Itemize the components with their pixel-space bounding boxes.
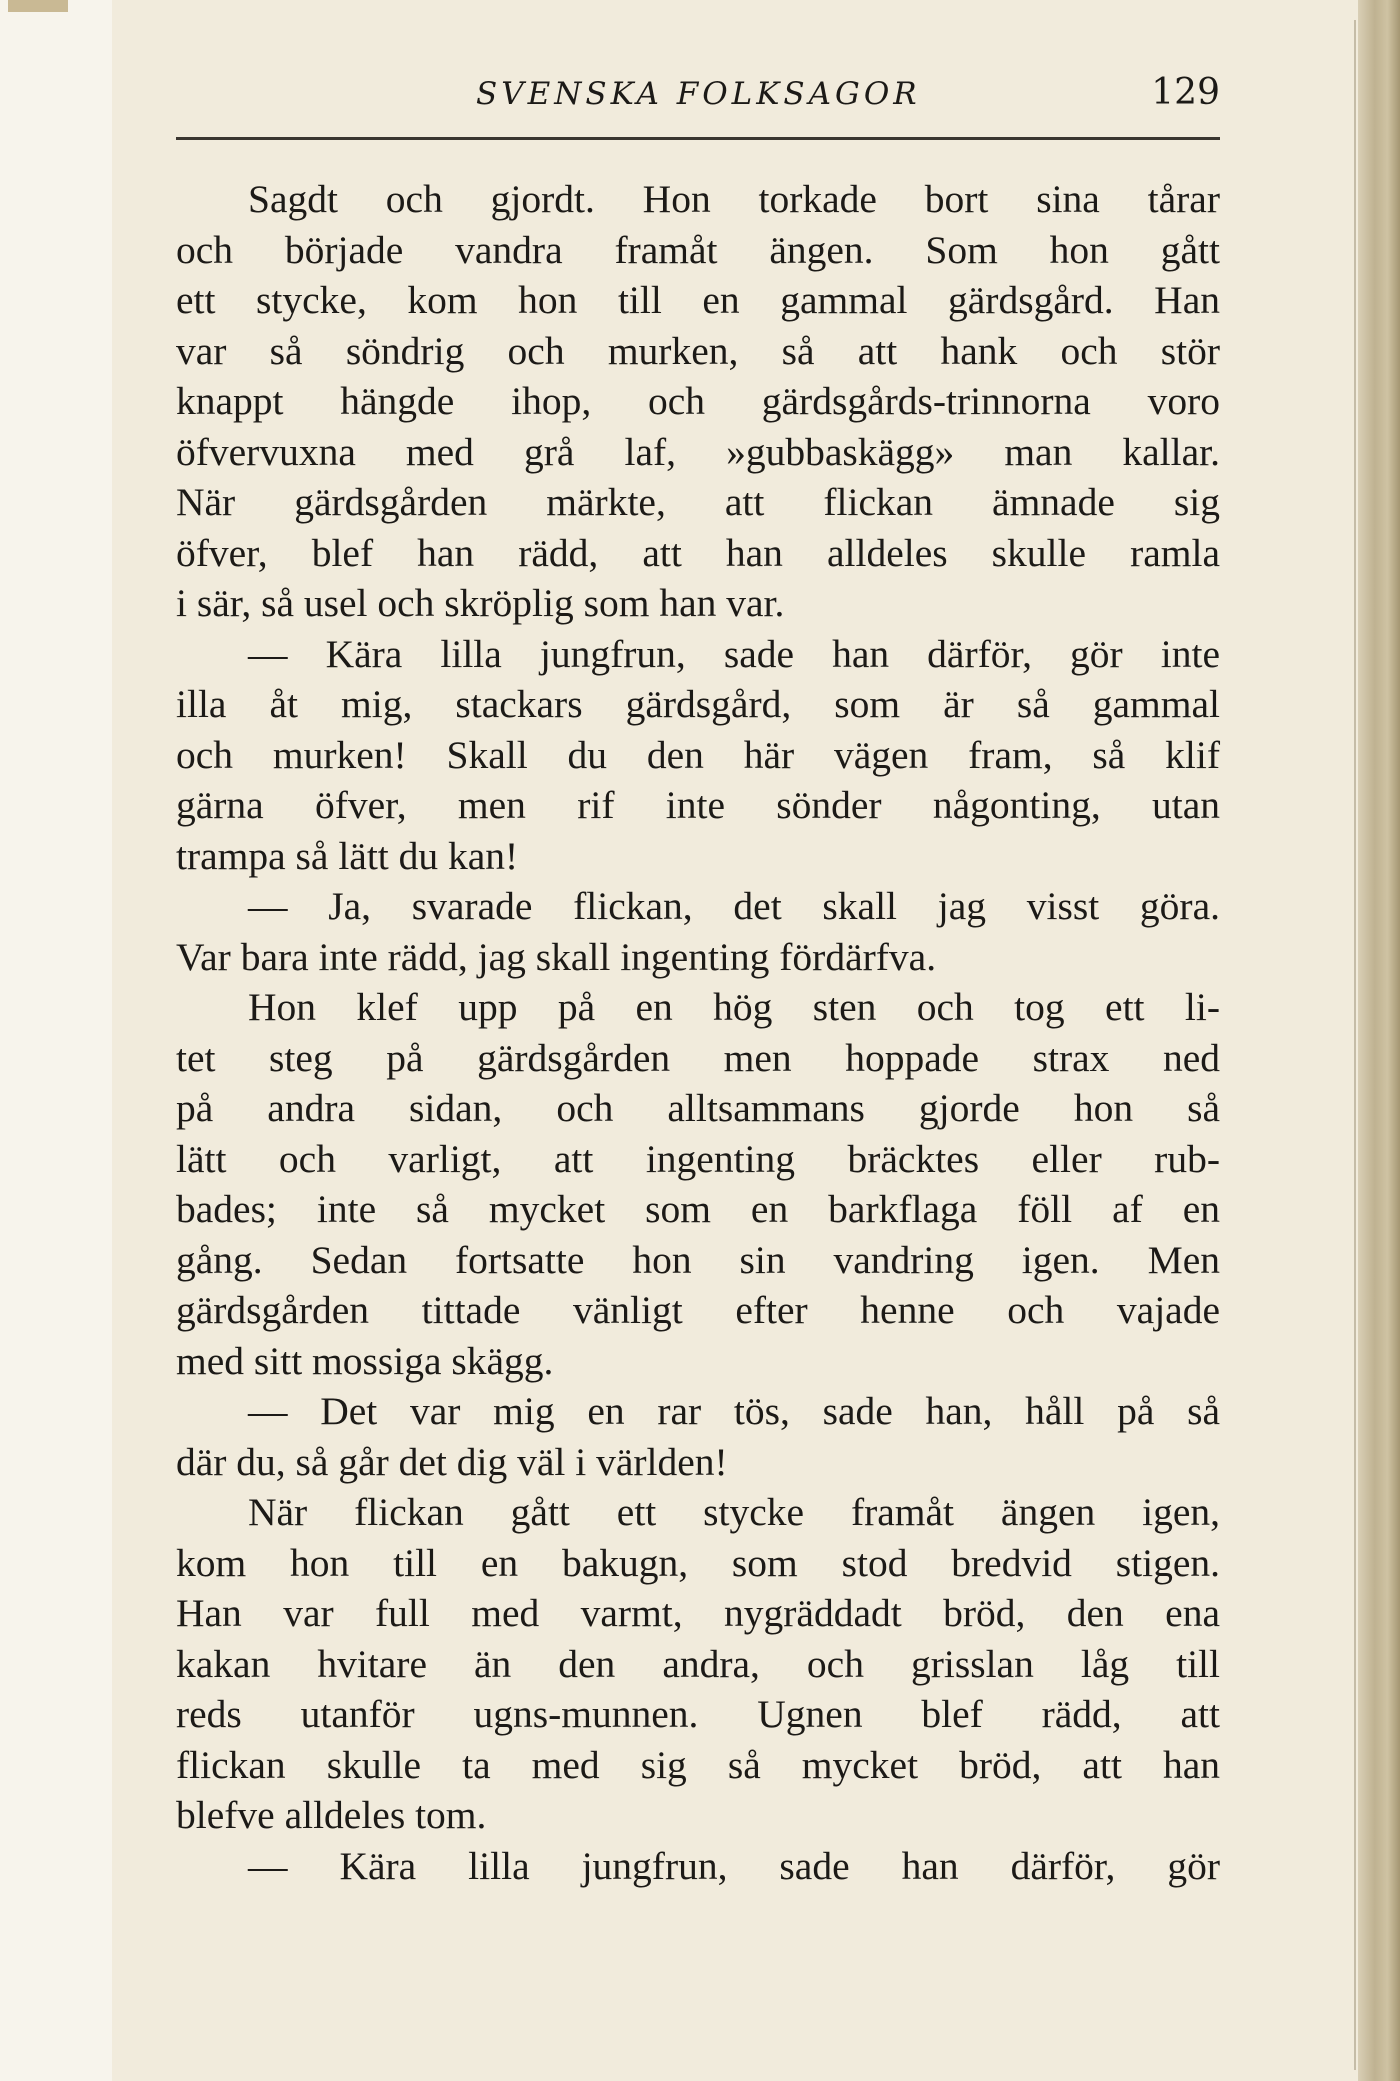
page-header	[176, 72, 1220, 124]
text-line: — Det var mig en rar tös, sade han, håll på så	[248, 1389, 1220, 1433]
text-line: och murken! Skall du den här vägen fram, så klif	[176, 732, 1220, 777]
text-line: lätt och varligt, att ingenting bräcktes eller rub-	[176, 1136, 1220, 1181]
text-line: trampa så lätt du kan!	[176, 833, 519, 878]
text-line: öfver, blef han rädd, att han alldeles skulle ramla	[176, 530, 1220, 575]
text-line: i sär, så usel och skröplig som han var.	[176, 581, 785, 625]
text-line: Han var full med varmt, nygräddadt bröd, den ena	[176, 1591, 1220, 1635]
text-line: — Kära lilla jungfrun, sade han därför, gör	[248, 1843, 1220, 1888]
text-line: på andra sidan, och alltsammans gjorde hon så	[176, 1086, 1220, 1130]
text-line: var så söndrig och murken, så att hank och stör	[176, 328, 1220, 373]
header-rule	[176, 137, 1220, 140]
body-text	[176, 174, 1220, 1891]
text-line: flickan skulle ta med sig så mycket bröd, att han	[176, 1742, 1220, 1787]
page-edge-tab	[8, 0, 68, 12]
text-line: kom hon till en bakugn, som stod bredvid stigen.	[176, 1540, 1220, 1585]
text-line: där du, så går det dig väl i världen!	[176, 1439, 728, 1484]
text-line: Var bara inte rädd, jag skall ingenting fördärfva.	[176, 934, 937, 979]
text-line: gärna öfver, men rif inte sönder någonting, utan	[176, 783, 1220, 827]
text-line: reds utanför ugns-munnen. Ugnen blef rädd, att	[176, 1692, 1220, 1736]
text-line: tet steg på gärdsgården men hoppade strax ned	[176, 1035, 1220, 1080]
text-line: illa åt mig, stackars gärdsgård, som är så gammal	[176, 682, 1220, 726]
text-line: Hon klef upp på en hög sten och tog ett li-	[248, 985, 1220, 1029]
text-line: ett stycke, kom hon till en gammal gärdsgård. Han	[176, 278, 1220, 322]
text-line: kakan hvitare än den andra, och grisslan låg till	[176, 1641, 1220, 1686]
text-line: öfvervuxna med grå laf, »gubbaskägg» man kallar.	[176, 429, 1220, 474]
text-line: knappt hängde ihop, och gärdsgårds-trinnorna voro	[176, 379, 1220, 423]
text-line: gång. Sedan fortsatte hon sin vandring igen. Men	[176, 1237, 1220, 1282]
page-edge-line	[1354, 20, 1356, 2070]
text-line: bades; inte så mycket som en barkflaga föll af en	[176, 1187, 1220, 1231]
left-page-margin	[0, 0, 112, 2081]
text-line: När gärdsgården märkte, att flickan ämnade sig	[176, 480, 1220, 524]
text-line: med sitt mossiga skägg.	[176, 1338, 554, 1383]
text-line: — Kära lilla jungfrun, sade han därför, gör inte	[248, 631, 1220, 676]
page-number: 129	[1151, 72, 1220, 113]
text-line: — Ja, svarade flickan, det skall jag visst göra.	[248, 884, 1220, 928]
text-line: Sagdt och gjordt. Hon torkade bort sina tårar	[248, 177, 1220, 221]
text-line: När flickan gått ett stycke framåt ängen igen,	[248, 1490, 1220, 1534]
text-line: och började vandra framåt ängen. Som hon gått	[176, 227, 1220, 272]
text-line: gärdsgården tittade vänligt efter henne och vajade	[176, 1288, 1220, 1332]
text-line: blefve alldeles tom.	[176, 1793, 487, 1837]
running-title: SVENSKA FOLKSAGOR	[476, 76, 921, 112]
book-binding-edge	[1358, 0, 1400, 2081]
